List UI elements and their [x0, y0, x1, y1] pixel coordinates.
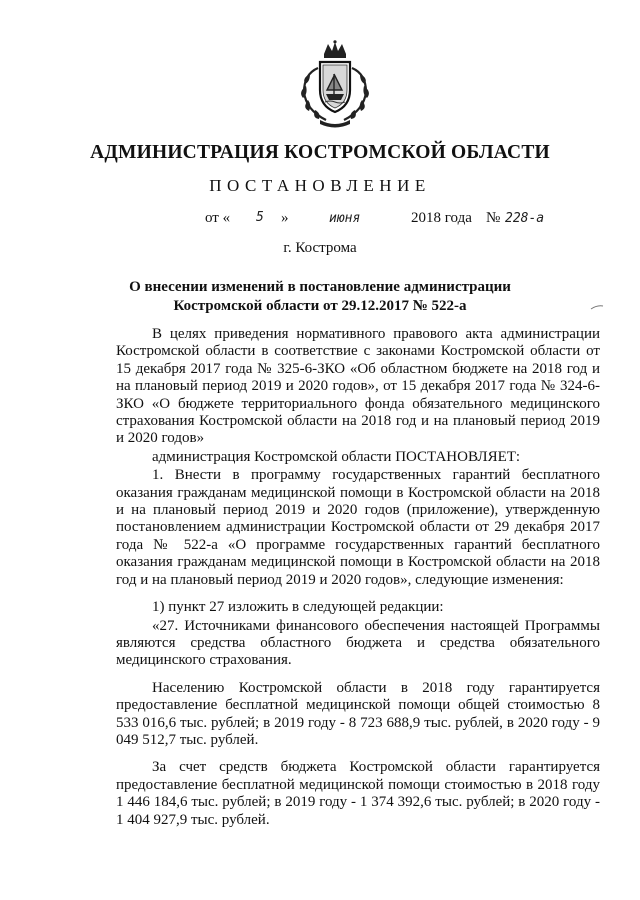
- subject-line-1: О внесении изменений в постановление администрации: [129, 279, 511, 295]
- date-year: 2018 года: [411, 210, 472, 226]
- paragraph-preamble: В целях приведения нормативного правового акта администрации Костромской области в соответствие с законами Костромской области от 15 декабря 2017 года № 325-6-ЗКО «Об областном бюджете на 2018 год и на плановый период 2019 и 2020 годов», от 15 декабря 2017 года № 324-6-ЗКО «О бюджете территориального фонда обязательного медицинского страхования Костромской области на 2018 год и на плановый период 2019 и 2020 годов»: [116, 326, 600, 447]
- paragraph-clause-27: «27. Источниками финансового обеспечения настоящей Программы являются средства областного бюджета и средства обязательного медицинского страхования.: [116, 617, 600, 669]
- coat-of-arms-icon: [296, 40, 374, 130]
- paragraph-total-cost: Населению Костромской области в 2018 году гарантируется предоставление бесплатной медицинской помощи общей стоимостью 8 533 016,6 тыс. рублей; в 2019 году - 8 723 688,9 тыс. рублей, в 2020 году - 9 049 512,7 тыс. рублей.: [116, 679, 600, 748]
- city: г. Кострома: [283, 240, 357, 256]
- document-body: [116, 326, 600, 829]
- document-type: ПОСТАНОВЛЕНИЕ: [209, 176, 431, 195]
- document-subject: [100, 278, 540, 316]
- date-quote-close: »: [281, 210, 289, 226]
- paragraph-item-1: 1. Внести в программу государственных гарантий бесплатного оказания гражданам медицинской помощи в Костромской области на 2018 и на плановый период 2019 и 2020 годов (приложение), утвержденную постановлением администрации Костромской области от 29 декабря 2017 года № 522-а «О программе государственных гарантий бесплатного оказания гражданам медицинской помощи в Костромской области на 2018 год и на плановый период 2019 и 2020 годов», следующие изменения:: [116, 467, 600, 588]
- date-day: 5: [256, 210, 264, 225]
- document-number: 228-а: [505, 211, 545, 226]
- date-month: июня: [329, 211, 361, 226]
- paragraph-resolves: администрация Костромской области ПОСТАНОВЛЯЕТ:: [152, 448, 521, 465]
- paragraph-subitem-1: 1) пункт 27 изложить в следующей редакции:: [152, 599, 444, 616]
- pen-mark-icon: [590, 304, 604, 310]
- date-prefix: от «: [205, 210, 231, 226]
- paragraph-regional-budget: За счет средств бюджета Костромской области гарантируется предоставление бесплатной медицинской помощи стоимостью в 2018 году 1 446 184,6 тыс. рублей; в 2019 году - 1 374 392,6 тыс. рублей; в 2020 году - 1 404 927,9 тыс. рублей.: [116, 759, 600, 828]
- date-line: [0, 210, 640, 232]
- organization-name: АДМИНИСТРАЦИЯ КОСТРОМСКОЙ ОБЛАСТИ: [90, 142, 550, 163]
- subject-line-2: Костромской области от 29.12.2017 № 522-а: [173, 298, 467, 314]
- number-sign: №: [486, 210, 501, 226]
